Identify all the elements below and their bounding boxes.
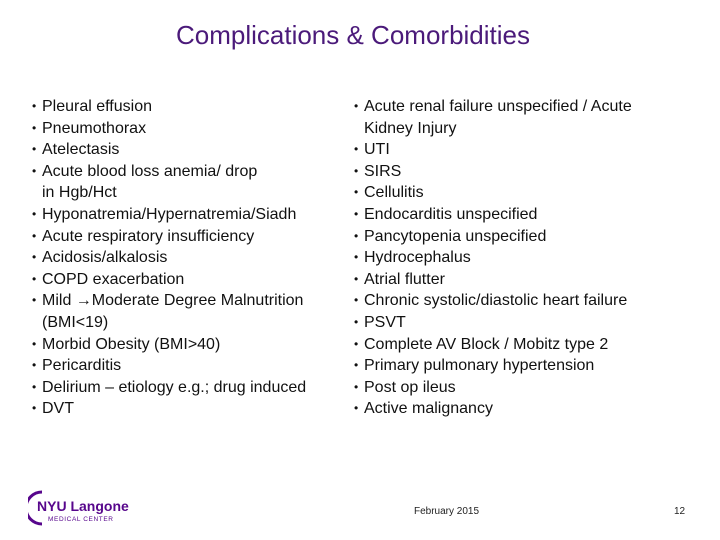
bullet-icon: •	[32, 379, 37, 394]
bullet-icon: •	[32, 228, 37, 243]
list-item: • Acute blood loss anemia/ drop	[32, 161, 352, 183]
list-item: • Acute respiratory insufficiency	[32, 226, 352, 248]
left-bullet-list	[32, 96, 352, 420]
bullet-icon: •	[354, 206, 359, 221]
list-item: • PSVT	[354, 312, 694, 334]
list-item: • Primary pulmonary hypertension	[354, 355, 694, 377]
logo-main-text: NYU Langone	[37, 498, 129, 514]
list-item: • Post op ileus	[354, 377, 694, 399]
logo-sub-text: MEDICAL CENTER	[48, 516, 114, 523]
list-item: • Active malignancy	[354, 398, 694, 420]
bullet-icon: •	[354, 271, 359, 286]
list-item-continuation: (BMI<19)	[42, 313, 109, 331]
list-item: • Chronic systolic/diastolic heart failure	[354, 290, 694, 312]
bullet-icon: •	[32, 163, 37, 178]
list-item-continuation: Kidney Injury	[364, 119, 457, 137]
list-item: • SIRS	[354, 161, 694, 183]
list-item: • Morbid Obesity (BMI>40)	[32, 334, 352, 356]
list-item: • Mild →Moderate Degree Malnutrition	[32, 290, 352, 312]
slide-title: Complications & Comorbidities	[175, 20, 531, 50]
list-item: • Atelectasis	[32, 139, 352, 161]
footer-date: February 2015	[414, 506, 480, 517]
bullet-icon: •	[354, 228, 359, 243]
bullet-icon: •	[32, 99, 37, 113]
bullet-icon: •	[354, 401, 359, 416]
list-item: • Delirium – etiology e.g.; drug induced	[32, 377, 352, 399]
right-bullet-list	[354, 96, 694, 420]
bullet-icon: •	[32, 206, 37, 221]
bullet-icon: •	[354, 99, 359, 113]
list-item: • Pericarditis	[32, 355, 352, 377]
list-item: • Pneumothorax	[32, 118, 352, 140]
list-item: • COPD exacerbation	[32, 269, 352, 291]
bullet-icon: •	[32, 250, 37, 265]
bullet-icon: •	[354, 250, 359, 265]
list-item-continuation: in Hgb/Hct	[42, 184, 117, 202]
list-item: • Complete AV Block / Mobitz type 2	[354, 334, 694, 356]
list-item: • Cellulitis	[354, 182, 694, 204]
bullet-icon: •	[354, 185, 359, 200]
bullet-icon: •	[354, 293, 359, 308]
bullet-icon: •	[32, 336, 37, 351]
bullet-icon: •	[32, 142, 37, 157]
list-item: • UTI	[354, 139, 694, 161]
bullet-icon: •	[354, 358, 359, 373]
list-item: • Endocarditis unspecified	[354, 204, 694, 226]
list-item: • Hydrocephalus	[354, 247, 694, 269]
list-item: • Atrial flutter	[354, 269, 694, 291]
list-item: • Acute renal failure unspecified / Acute	[354, 96, 694, 118]
bullet-icon: •	[354, 336, 359, 351]
bullet-icon: •	[32, 120, 37, 135]
nyu-langone-logo	[28, 486, 150, 526]
page-number: 12	[674, 506, 686, 517]
bullet-icon: •	[354, 314, 359, 329]
bullet-icon: •	[354, 142, 359, 157]
list-item: • Pancytopenia unspecified	[354, 226, 694, 248]
bullet-icon: •	[32, 271, 37, 286]
list-item: • Pleural effusion	[32, 96, 352, 118]
bullet-icon: •	[354, 163, 359, 178]
bullet-icon: •	[354, 379, 359, 394]
list-item: • Hyponatremia/Hypernatremia/Siadh	[32, 204, 352, 226]
list-item: • Acidosis/alkalosis	[32, 247, 352, 269]
bullet-icon: •	[32, 401, 37, 416]
bullet-icon: •	[32, 358, 37, 373]
bullet-icon: •	[32, 293, 37, 308]
list-item: • DVT	[32, 398, 352, 420]
